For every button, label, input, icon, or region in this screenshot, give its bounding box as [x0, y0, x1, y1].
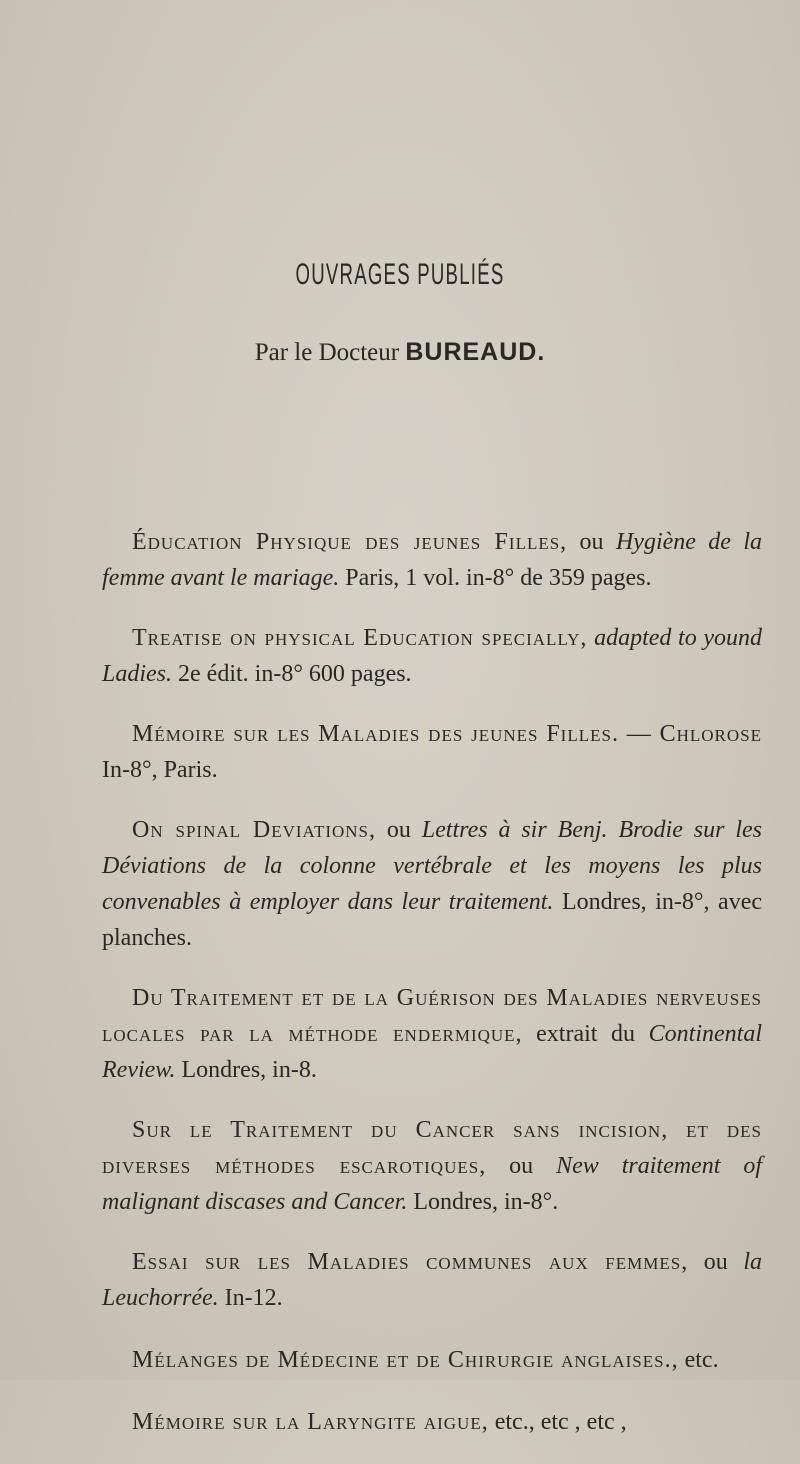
publication-entry	[102, 1244, 762, 1316]
entry-details: 2e édit. in-8° 600 pages.	[172, 661, 412, 687]
entry-title: Mélanges de Médecine et de Chirurgie anglaises.,	[132, 1347, 679, 1373]
entry-details: etc.	[678, 1347, 719, 1373]
publication-entry	[102, 524, 762, 596]
entry-connector: ou	[486, 1153, 557, 1179]
byline-prefix: Par le Docteur	[254, 339, 400, 366]
entry-connector: extrait du	[522, 1021, 649, 1047]
entry-details: Paris, 1 vol. in-8° de 359 pages.	[339, 565, 652, 591]
publication-entry	[102, 1404, 762, 1440]
publication-list	[102, 500, 762, 1464]
entry-title: Éducation Physique des jeunes Filles,	[132, 529, 568, 555]
entry-details: etc., etc , etc ,	[488, 1409, 627, 1435]
entry-details: In-12.	[218, 1285, 283, 1311]
entry-details: Londres, in-8°.	[407, 1189, 559, 1215]
page-heading: OUVRAGES PUBLIÉS	[295, 258, 505, 291]
publication-entry	[102, 1112, 762, 1220]
entry-subtitle: la Leuchorrée.	[102, 1249, 762, 1311]
entry-title: Sur le Traitement du Cancer sans incision, et des diverses méthodes escarotiques,	[102, 1117, 762, 1179]
entry-connector: ou	[567, 529, 616, 555]
publication-entry	[102, 812, 762, 956]
entry-title: On spinal Deviations,	[132, 817, 376, 843]
entry-details: Londres, in-8.	[175, 1057, 317, 1083]
entry-subtitle: Continental Review.	[102, 1021, 762, 1083]
entry-subtitle: Hygiène de la femme avant le mariage.	[102, 529, 763, 591]
author-byline	[0, 338, 800, 367]
entry-title: Mémoire sur les Maladies des jeunes Filles. — Chlorose	[132, 721, 762, 747]
publication-entry	[102, 620, 762, 692]
entry-title: Mémoire sur la Laryngite aigue,	[132, 1409, 489, 1435]
entry-details: In-8°, Paris.	[102, 757, 218, 783]
publication-entry	[102, 716, 762, 788]
publication-entry	[102, 980, 762, 1088]
entry-connector: ou	[688, 1249, 744, 1275]
entry-subtitle: Lettres à sir Benj. Brodie sur les Déviations de la colonne vertébrale et les moyens les plus convenables à employer dans leur traitement.	[102, 817, 762, 915]
author-name: BUREAUD.	[405, 338, 546, 366]
entry-title: Du Traitement et de la Guérison des Maladies nerveuses locales par la méthode endermique,	[102, 985, 762, 1047]
publication-entry	[102, 1342, 762, 1378]
entry-title: Essai sur les Maladies communes aux femmes,	[132, 1249, 689, 1275]
entry-subtitle: New traitement of malignant discases and Cancer.	[102, 1153, 762, 1215]
entry-connector: ou	[376, 817, 422, 843]
entry-subtitle: adapted to yound Ladies.	[102, 625, 763, 687]
entry-title: Treatise on physical Education specially,	[132, 625, 588, 651]
entry-details: Londres, in-8°, avec planches.	[102, 889, 763, 951]
